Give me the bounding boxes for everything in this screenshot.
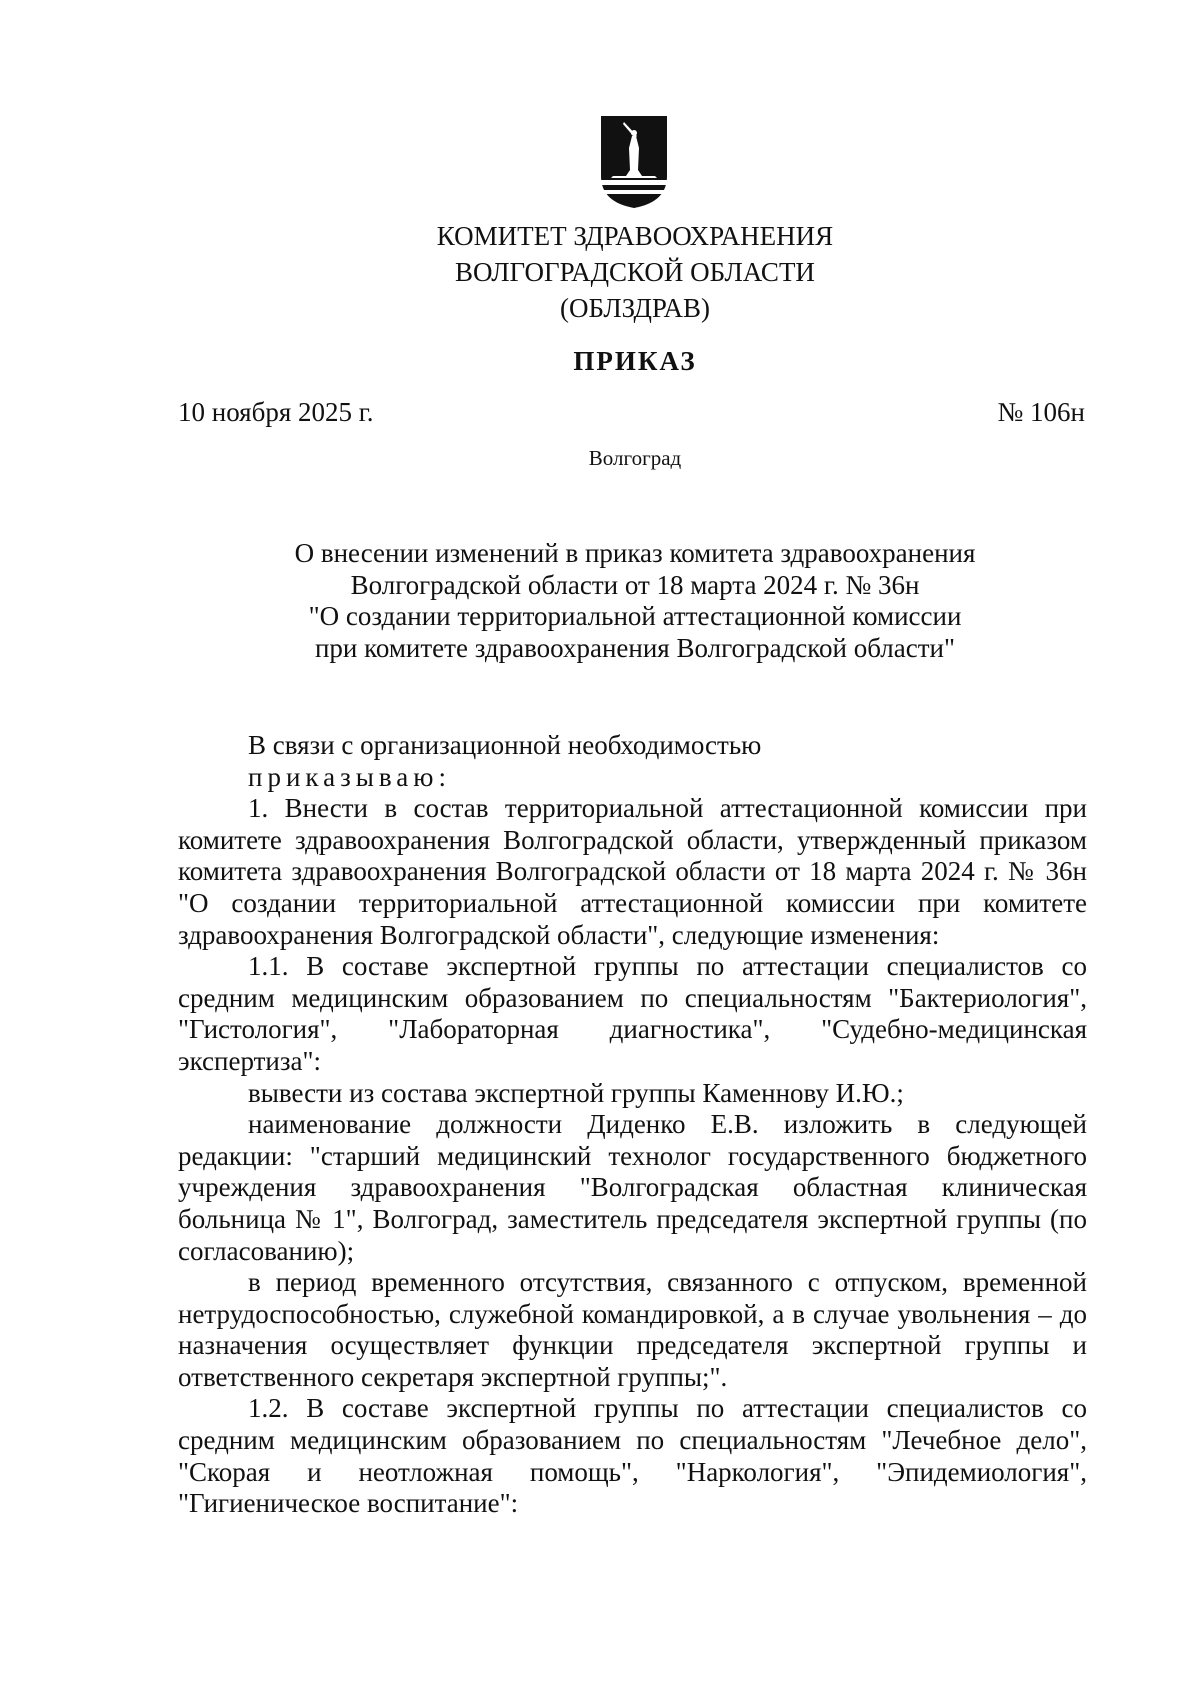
subject-line: "О создании территориальной аттестационной комиссии xyxy=(308,601,962,631)
body-paragraph: наименование должности Диденко Е.В. изложить в следующей редакции: "старший медицинский технолог государственного бюджетного учреждения здравоохранения "Волгоградская областная клиническая больница № 1", Волгоград, заместитель председателя экспертной группы (по согласованию); xyxy=(178,1109,1087,1266)
document-date: 10 ноября 2025 г. xyxy=(178,397,374,427)
body-paragraph: 1.2. В составе экспертной группы по аттестации специалистов со средним медицинским образованием по специальностям "Лечебное дело", "Скорая и неотложная помощь", "Наркология", "Эпидемиология", "Гигиеническое воспитание": xyxy=(178,1393,1087,1519)
body-paragraph: в период временного отсутствия, связанного с отпуском, временной нетрудоспособностью, служебной командировкой, а в случае увольнения – до назначения осуществляет функции председателя экспертной группы и ответственного секретаря экспертной группы;". xyxy=(178,1267,1087,1392)
subject-line: О внесении изменений в приказ комитета здравоохранения xyxy=(294,538,976,568)
document-city: Волгоград xyxy=(588,446,682,470)
organization-name-line1: КОМИТЕТ ЗДРАВООХРАНЕНИЯ xyxy=(436,221,834,251)
organization-abbreviation: (ОБЛЗДРАВ) xyxy=(560,293,710,323)
document-body xyxy=(178,730,1087,1520)
body-paragraph: 1.1. В составе экспертной группы по аттестации специалистов со средним медицинским образованием по специальностям "Бактериология", "Гистология", "Лабораторная диагностика", "Судебно-медицинская экспертиза": xyxy=(178,951,1087,1076)
document-number: № 106н xyxy=(997,397,1085,427)
subject-line: при комитете здравоохранения Волгоградской области" xyxy=(314,633,956,663)
subject-line: Волгоградской области от 18 марта 2024 г. № 36н xyxy=(350,570,920,600)
body-paragraph: В связи с организационной необходимостью xyxy=(248,730,762,760)
order-word: приказываю: xyxy=(248,761,451,792)
body-paragraph: 1. Внести в состав территориальной аттестационной комиссии при комитете здравоохранения Волгоградской области, утвержденный приказом комитета здравоохранения Волгоградской области от 18 марта 2024 г. № 36н "О создании территориальной аттестационной комиссии при комитете здравоохранения Волгоградской области", следующие изменения: xyxy=(178,793,1087,950)
organization-name-line2: ВОЛГОГРАДСКОЙ ОБЛАСТИ xyxy=(455,257,815,287)
body-paragraph: вывести из состава экспертной группы Каменнову И.Ю.; xyxy=(248,1077,904,1108)
volgograd-coat-of-arms-icon xyxy=(599,114,669,210)
document-type-title: ПРИКАЗ xyxy=(573,346,697,376)
